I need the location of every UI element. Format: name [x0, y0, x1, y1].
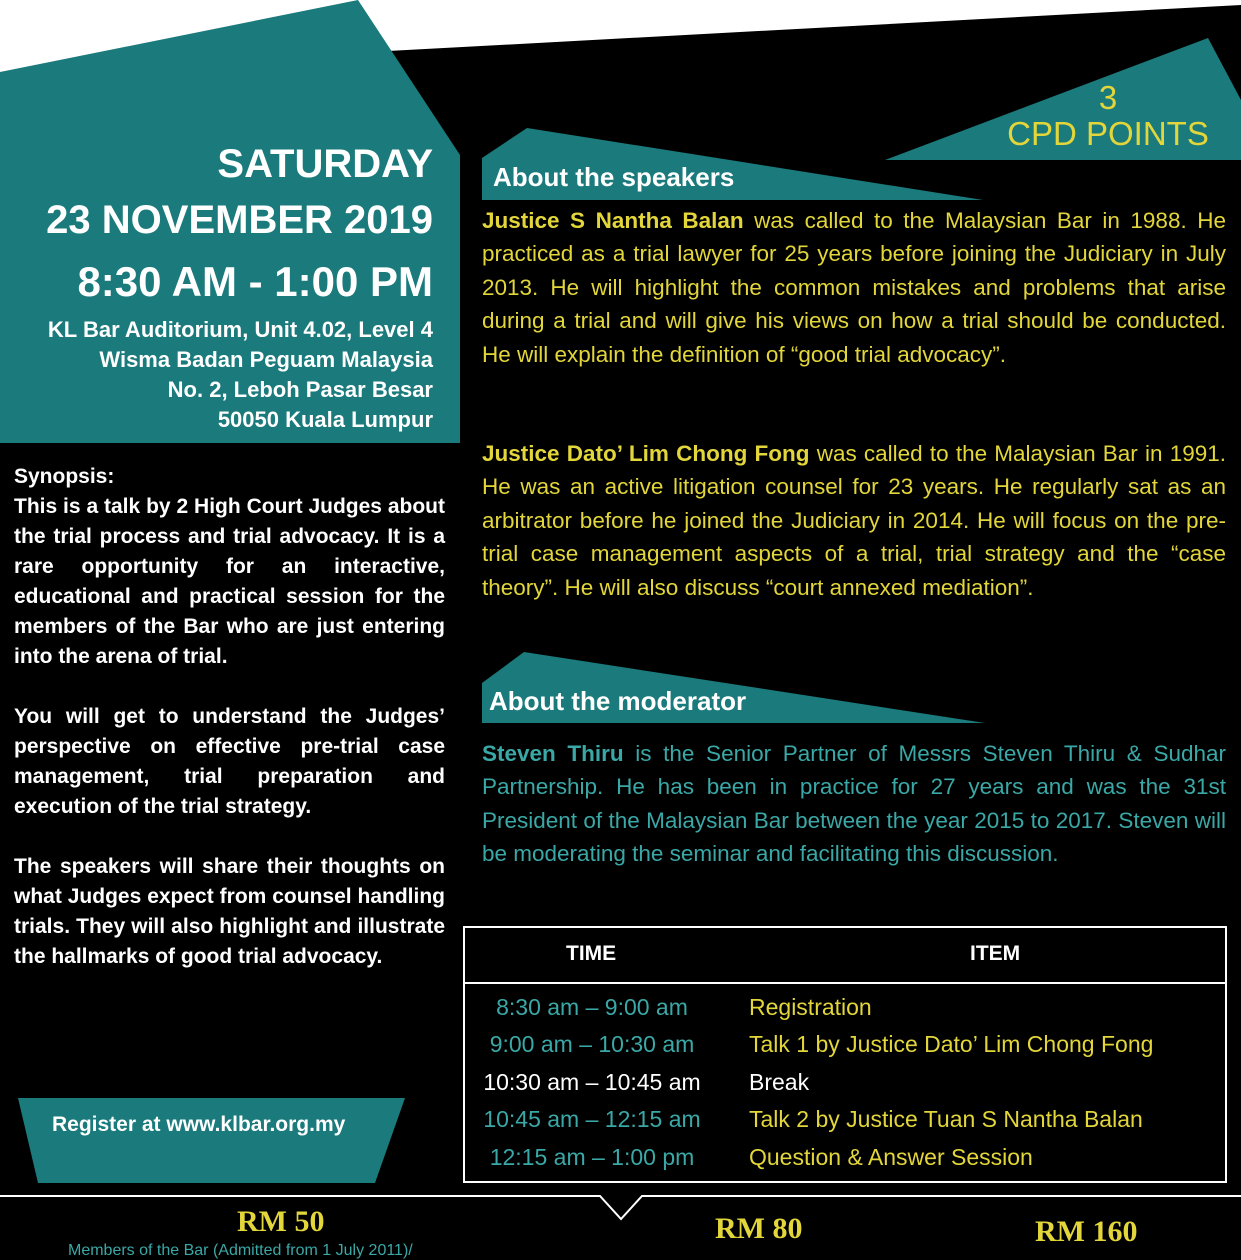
cpd-points [993, 80, 1223, 152]
schedule-item: Talk 2 by Justice Tuan S Nantha Balan [749, 1106, 1143, 1132]
venue-line: 50050 Kuala Lumpur [217, 407, 433, 432]
price-tier-2: RM 80 [715, 1212, 803, 1245]
schedule-time: 10:30 am – 10:45 am [483, 1069, 701, 1095]
moderator-name: Steven Thiru [482, 741, 624, 766]
synopsis-paragraph: This is a talk by 2 High Court Judges about the trial process and trial advocacy. It is a rare opportunity for an interactive, educational and practical session for the members of the Bar who are just entering into the arena of trial. [14, 495, 445, 668]
register-banner [18, 1098, 405, 1183]
schedule-item: Registration [749, 994, 872, 1020]
venue-line: Wisma Badan Peguam Malaysia [99, 347, 433, 372]
moderator-bio [482, 737, 1226, 871]
event-day: SATURDAY [217, 142, 433, 186]
price-note: Members of the Bar (Admitted from 1 July 2011)/ [68, 1242, 413, 1259]
speaker-2-text: was called to the Malaysian Bar in 1991. He was an active litigation counsel for 23 years. He regularly sat as an arbitrator before he joined the Judiciary in 2014. He will focus on the pre-trial case management aspects of a trial, trial strategy and the “case theory”. He will also discuss “court annexed mediation”. [482, 441, 1226, 600]
venue-line: KL Bar Auditorium, Unit 4.02, Level 4 [47, 317, 433, 342]
moderator-text: is the Senior Partner of Messrs Steven Thiru & Sudhar Partnership. He has been in practice for 27 years and was the 31st President of the Malaysian Bar between the year 2015 to 2017. Steven will be moderating the seminar and facilitating this discussion. [482, 741, 1226, 867]
cpd-label: CPD POINTS [1007, 115, 1209, 152]
speaker-2-name: Justice Dato’ Lim Chong Fong [482, 441, 810, 466]
moderator-heading: About the moderator [489, 686, 747, 716]
schedule-time: 9:00 am – 10:30 am [489, 1031, 695, 1057]
event-details [0, 140, 433, 435]
cpd-number: 3 [1098, 79, 1118, 116]
speaker-2-bio [482, 437, 1226, 604]
speaker-1-name: Justice S Nantha Balan [482, 208, 744, 233]
price-members: RM 50 [237, 1205, 325, 1238]
schedule-time: 10:45 am – 12:15 am [483, 1106, 701, 1132]
price-tier-3: RM 160 [1035, 1215, 1138, 1248]
schedule-item: Question & Answer Session [749, 1144, 1033, 1170]
event-time: 8:30 AM - 1:00 PM [77, 258, 433, 305]
speakers-heading: About the speakers [493, 162, 735, 192]
schedule-time: 8:30 am – 9:00 am [496, 994, 688, 1020]
schedule-item: Break [749, 1069, 810, 1095]
schedule-row [465, 1106, 1225, 1144]
time-column-header: TIME [566, 942, 617, 965]
schedule-row [465, 1031, 1225, 1069]
venue-line: No. 2, Leboh Pasar Besar [167, 377, 433, 402]
speaker-1-text: was called to the Malaysian Bar in 1988. He practiced as a trial lawyer for 25 years before joining the Judiciary in July 2013. He will highlight the common mistakes and problems that arise during a trial and will give his views on how a trial should be conducted. He will explain the definition of “good trial advocacy”. [482, 208, 1226, 367]
schedule-row [465, 994, 1225, 1032]
synopsis-paragraph: The speakers will share their thoughts on what Judges expect from counsel handling trials. They will also highlight and illustrate the hallmarks of good trial advocacy. [14, 855, 445, 968]
event-date: 23 NOVEMBER 2019 [46, 198, 433, 242]
speaker-1-bio [482, 204, 1226, 371]
synopsis-paragraph: You will get to understand the Judges’ perspective on effective pre-trial case management, trial preparation and execution of the trial strategy. [14, 705, 445, 818]
schedule-row [465, 1069, 1225, 1107]
schedule-time: 12:15 am – 1:00 pm [489, 1144, 695, 1170]
schedule-item: Talk 1 by Justice Dato’ Lim Chong Fong [749, 1031, 1154, 1057]
synopsis [14, 462, 445, 1002]
synopsis-title: Synopsis: [14, 465, 115, 488]
item-column-header: ITEM [970, 942, 1021, 965]
schedule-header [465, 928, 1225, 984]
register-link[interactable]: Register at www.klbar.org.my [52, 1113, 346, 1136]
schedule-row [465, 1144, 1225, 1182]
schedule-table [463, 926, 1227, 1183]
